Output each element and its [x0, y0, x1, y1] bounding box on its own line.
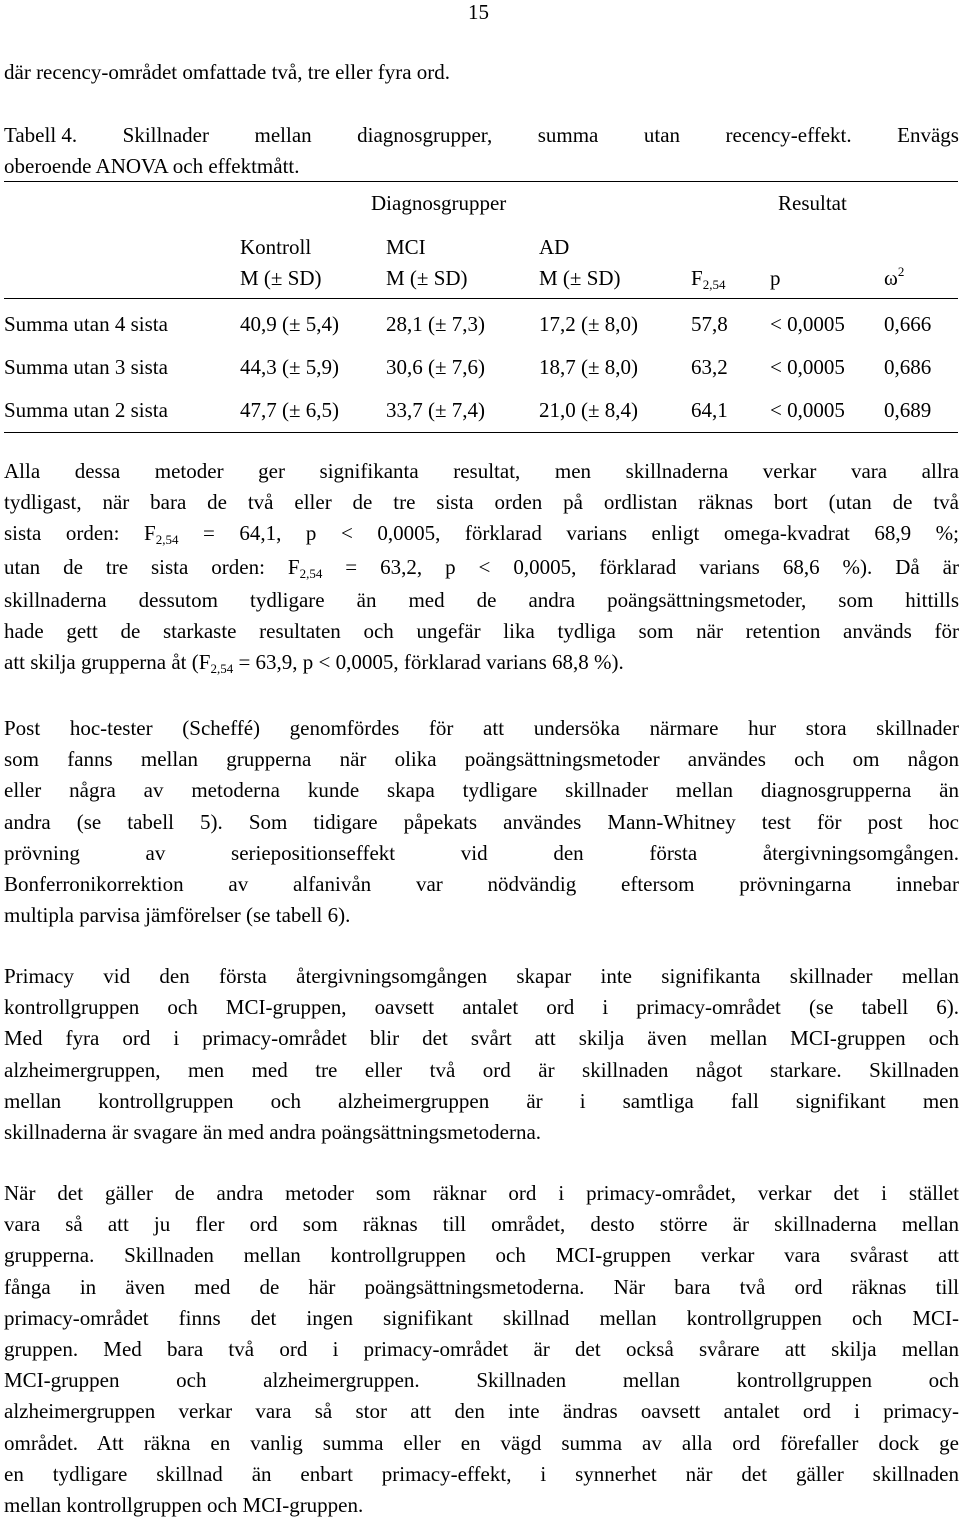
row-omega: 0,686 — [884, 355, 932, 379]
row-p: < 0,0005 — [770, 312, 845, 336]
row-kontroll: 40,9 (± 5,4) — [240, 312, 340, 336]
row-f: 57,8 — [691, 312, 728, 336]
text-line: Post hoc-tester (Scheffé) genomfördes för att undersöka närmare hur stora skillnader — [4, 716, 959, 740]
text-line: skillnaderna är svagare än med andra poängsättningsmetoderna. — [4, 1120, 542, 1145]
text-line: Med fyra ord i primacy-området blir det svårt att skilja även mellan MCI-gruppen och — [4, 1026, 959, 1051]
text-line — [4, 647, 959, 680]
header-mci-msd: M (± SD) — [386, 266, 468, 290]
text-line: gruppen. Med bara två ord i primacy-området är det också svårare att skilja mellan — [4, 1337, 959, 1362]
caption-word: Tabell 4. — [4, 123, 78, 147]
text-line: eller några av metoderna kunde skapa tydligare skillnader mellan diagnosgrupperna än — [4, 778, 959, 803]
text-line: en tydligare skillnad än enbart primacy-effekt, i synnerhet när det gäller skillnaden — [4, 1461, 959, 1486]
f-df: 2,54 — [155, 532, 179, 548]
table-caption-line-2: oberoende ANOVA och effektmått. — [4, 154, 300, 178]
text-segment: = 63,2, p < 0,0005, förklarad varians 68,6 %). Då är — [322, 554, 959, 579]
header-f-letter: F — [691, 266, 703, 290]
caption-word: utan — [643, 123, 681, 147]
row-f: 63,2 — [691, 355, 728, 379]
row-label: Summa utan 2 sista — [4, 398, 168, 422]
header-resultat: Resultat — [778, 191, 847, 215]
table-header-rule — [4, 298, 958, 299]
text-line: fånga in även med de här poängsättningsmetoderna. När bara två ord räknas till — [4, 1274, 959, 1299]
text-line: alzheimergruppen verkar vara så stor att den inte ändras oavsett antalet ord i primacy- — [4, 1399, 959, 1424]
text-segment: = 63,9, p < 0,0005, förklarad varians 68,8 %). — [233, 650, 624, 675]
caption-word: mellan — [254, 123, 312, 147]
paragraph-1 — [4, 456, 959, 680]
row-p: < 0,0005 — [770, 398, 845, 422]
header-mci: MCI — [386, 235, 426, 259]
text-line: primacy-området finns det ingen signifikant skillnad mellan kontrollgruppen och MCI- — [4, 1305, 959, 1330]
text-line: mellan kontrollgruppen och alzheimergruppen är i samtliga fall signifikant men — [4, 1088, 959, 1113]
text-line: hade gett de starkaste resultaten och ungefär lika tydliga som när retention används för — [4, 619, 959, 644]
header-kontroll: Kontroll — [240, 235, 312, 259]
caption-word: Envägs — [897, 123, 959, 147]
row-mci: 28,1 (± 7,3) — [386, 312, 486, 336]
text-segment: utan de tre sista orden: F — [4, 554, 300, 579]
table-top-rule — [4, 181, 958, 182]
row-ad: 21,0 (± 8,4) — [539, 398, 639, 422]
text-segment: = 64,1, p < 0,0005, förklarad varians enligt omega-kvadrat 68,9 %; — [178, 521, 959, 546]
intro-line: där recency-området omfattade två, tre eller fyra ord. — [4, 60, 451, 84]
text-line: MCI-gruppen och alzheimergruppen. Skillnaden mellan kontrollgruppen och — [4, 1368, 959, 1393]
text-line: skillnaderna dessutom tydligare än med de andra poängsättningsmetoder, som hittills — [4, 587, 959, 612]
header-omega — [884, 266, 904, 293]
row-f: 64,1 — [691, 398, 728, 422]
row-kontroll: 44,3 (± 5,9) — [240, 355, 340, 379]
caption-word: diagnosgrupper, — [357, 123, 493, 147]
text-line: Primacy vid den första återgivningsomgången skapar inte signifikanta skillnader mellan — [4, 964, 959, 988]
caption-word: summa — [537, 123, 599, 147]
page-number: 15 — [468, 0, 489, 24]
caption-word: Skillnader — [122, 123, 209, 147]
row-ad: 18,7 (± 8,0) — [539, 355, 639, 379]
row-omega: 0,689 — [884, 398, 932, 422]
text-line: som fanns mellan grupperna när olika poängsättningsmetoder användes och om någon — [4, 747, 959, 772]
text-line: vara så att ju fler ord som räknas till området, desto större är skillnaderna mellan — [4, 1212, 959, 1237]
row-label: Summa utan 4 sista — [4, 312, 168, 336]
text-line: Bonferronikorrektion av alfanivån var nödvändig eftersom prövningarna innebar — [4, 872, 959, 897]
f-df: 2,54 — [299, 565, 323, 581]
header-ad: AD — [539, 235, 570, 259]
row-mci: 33,7 (± 7,4) — [386, 398, 486, 422]
header-p: p — [770, 266, 781, 290]
header-f-df: 2,54 — [702, 277, 726, 292]
table-caption-line-1 — [4, 120, 959, 151]
header-ad-msd: M (± SD) — [539, 266, 621, 290]
row-mci: 30,6 (± 7,6) — [386, 355, 486, 379]
f-df: 2,54 — [210, 661, 234, 677]
text-line: kontrollgruppen och MCI-gruppen, oavsett antalet ord i primacy-området (se tabell 6). — [4, 995, 959, 1020]
caption-word: recency-effekt. — [725, 123, 852, 147]
header-f — [691, 266, 725, 293]
row-p: < 0,0005 — [770, 355, 845, 379]
paragraph-3 — [4, 961, 959, 1148]
text-segment: att skilja grupperna åt (F — [4, 650, 211, 675]
text-line: mellan kontrollgruppen och MCI-gruppen. — [4, 1493, 364, 1518]
paragraph-4 — [4, 1178, 959, 1521]
text-line — [4, 518, 959, 551]
text-line — [4, 552, 959, 585]
text-line: multipla parvisa jämförelser (se tabell 6). — [4, 903, 351, 928]
row-kontroll: 47,7 (± 6,5) — [240, 398, 340, 422]
paragraph-2 — [4, 713, 959, 931]
text-line: alzheimergruppen, men med tre eller två ord är skillnaden något starkare. Skillnaden — [4, 1057, 959, 1082]
header-omega-exp: 2 — [897, 264, 905, 279]
text-line: grupperna. Skillnaden mellan kontrollgruppen och MCI-gruppen verkar vara svårast att — [4, 1243, 959, 1268]
row-ad: 17,2 (± 8,0) — [539, 312, 639, 336]
table-bottom-rule — [4, 432, 958, 433]
row-omega: 0,666 — [884, 312, 932, 336]
row-label: Summa utan 3 sista — [4, 355, 168, 379]
header-diagnosgrupper: Diagnosgrupper — [371, 191, 507, 215]
text-line: När det gäller de andra metoder som räknar ord i primacy-området, verkar det i stället — [4, 1181, 959, 1205]
text-line: tydligast, när bara de två eller de tre sista orden på ordlistan räknas bort (utan de två — [4, 490, 959, 515]
table-caption — [4, 120, 959, 182]
text-line: området. Att räkna en vanlig summa eller en vägd summa av alla ord förefaller dock ge — [4, 1430, 959, 1455]
text-segment: sista orden: F — [4, 521, 156, 546]
text-line: andra (se tabell 5). Som tidigare påpekats användes Mann-Whitney test för post hoc — [4, 809, 959, 834]
text-line: Alla dessa metoder ger signifikanta resultat, men skillnaderna verkar vara allra — [4, 459, 959, 483]
header-omega-letter: ω — [884, 266, 898, 290]
header-kontroll-msd: M (± SD) — [240, 266, 322, 290]
text-line: prövning av seriepositionseffekt vid den första återgivningsomgången. — [4, 840, 959, 865]
